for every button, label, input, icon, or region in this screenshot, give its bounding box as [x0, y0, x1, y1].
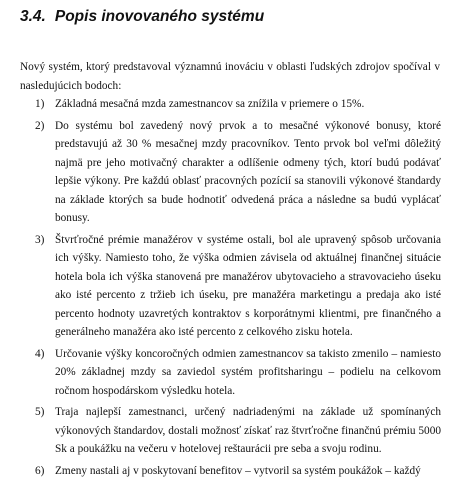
list-item: [0, 117, 441, 228]
list-marker: 2): [35, 119, 45, 132]
section-heading: [20, 8, 264, 26]
list-marker: 3): [35, 233, 45, 246]
list-marker: 1): [35, 98, 45, 110]
list-marker: 4): [35, 347, 45, 360]
list-item: [0, 231, 441, 342]
list-item-text: Zmeny nastali aj v poskytovaní benefitov – vytvoril sa systém poukážok – každý: [55, 464, 421, 477]
list-marker: 5): [35, 406, 45, 418]
list-marker: 6): [35, 464, 45, 477]
intro-paragraph: Nový systém, ktorý predstavoval významnú inováciu v oblasti ľudských zdrojov spočíval v nasledujúcich bodoch:: [20, 61, 440, 92]
numbered-list: [0, 95, 457, 483]
list-item: [0, 403, 441, 459]
list-item-text: Základná mesačná mzda zamestnancov sa znížila v priemere o 15%.: [55, 98, 365, 110]
list-item-text: Do systému bol zavedený nový prvok a to mesačné výkonové bonusy, ktoré predstavujú až 30 % mesačnej mzdy pracovníkov. Tento prvok bol veľmi dôležitý najmä pre jeho motivačný charakter a odlíšenie odmeny tých, ktorí budú podávať lepšie výkony. Pre každú oblasť pracovných pozícií sa stanovili výkonové štandardy na základe ktorých sa bude hodnotiť odvedená práca a následne sa budú vyplácať bonusy.: [55, 119, 441, 224]
section-title: Popis inovovaného systému: [54, 8, 265, 25]
list-item: [0, 345, 441, 401]
section-number: 3.4.: [20, 8, 46, 25]
list-item: [0, 462, 441, 481]
list-item-text: Určovanie výšky koncoročných odmien zamestnancov sa takisto zmenilo – namiesto 20% základnej mzdy sa zaviedol systém profitsharingu – podielu na celkovom ročnom hospodárskom výsledku hotela.: [55, 347, 441, 397]
list-item-text: Štvrťročné prémie manažérov v systéme ostali, bol ale upravený spôsob určovania ich výšky. Namiesto toho, že výška odmien závisela od aktuálnej finančnej situácie hotela bola ich výška stanovená pre manažérov ubytovacieho a stravovacieho úseku ako isté percento z tržieb ich úseku, pre manažéra marketingu a predaja ako isté percento hodnoty uzavretých kontraktov s korporátnymi klientmi, pre finančného a generálneho manažéra ako isté percento z celkového zisku hotela.: [55, 233, 441, 338]
list-item: [0, 95, 441, 114]
list-item-text: Traja najlepší zamestnanci, určený nadriadenými na základe už spomínaných výkonových štandardov, dostali možnosť získať raz štvrťročne finančnú prémiu 5000 Sk a poukážku na večeru v hotelovej reštaurácii pre seba a svoju rodinu.: [55, 406, 441, 455]
